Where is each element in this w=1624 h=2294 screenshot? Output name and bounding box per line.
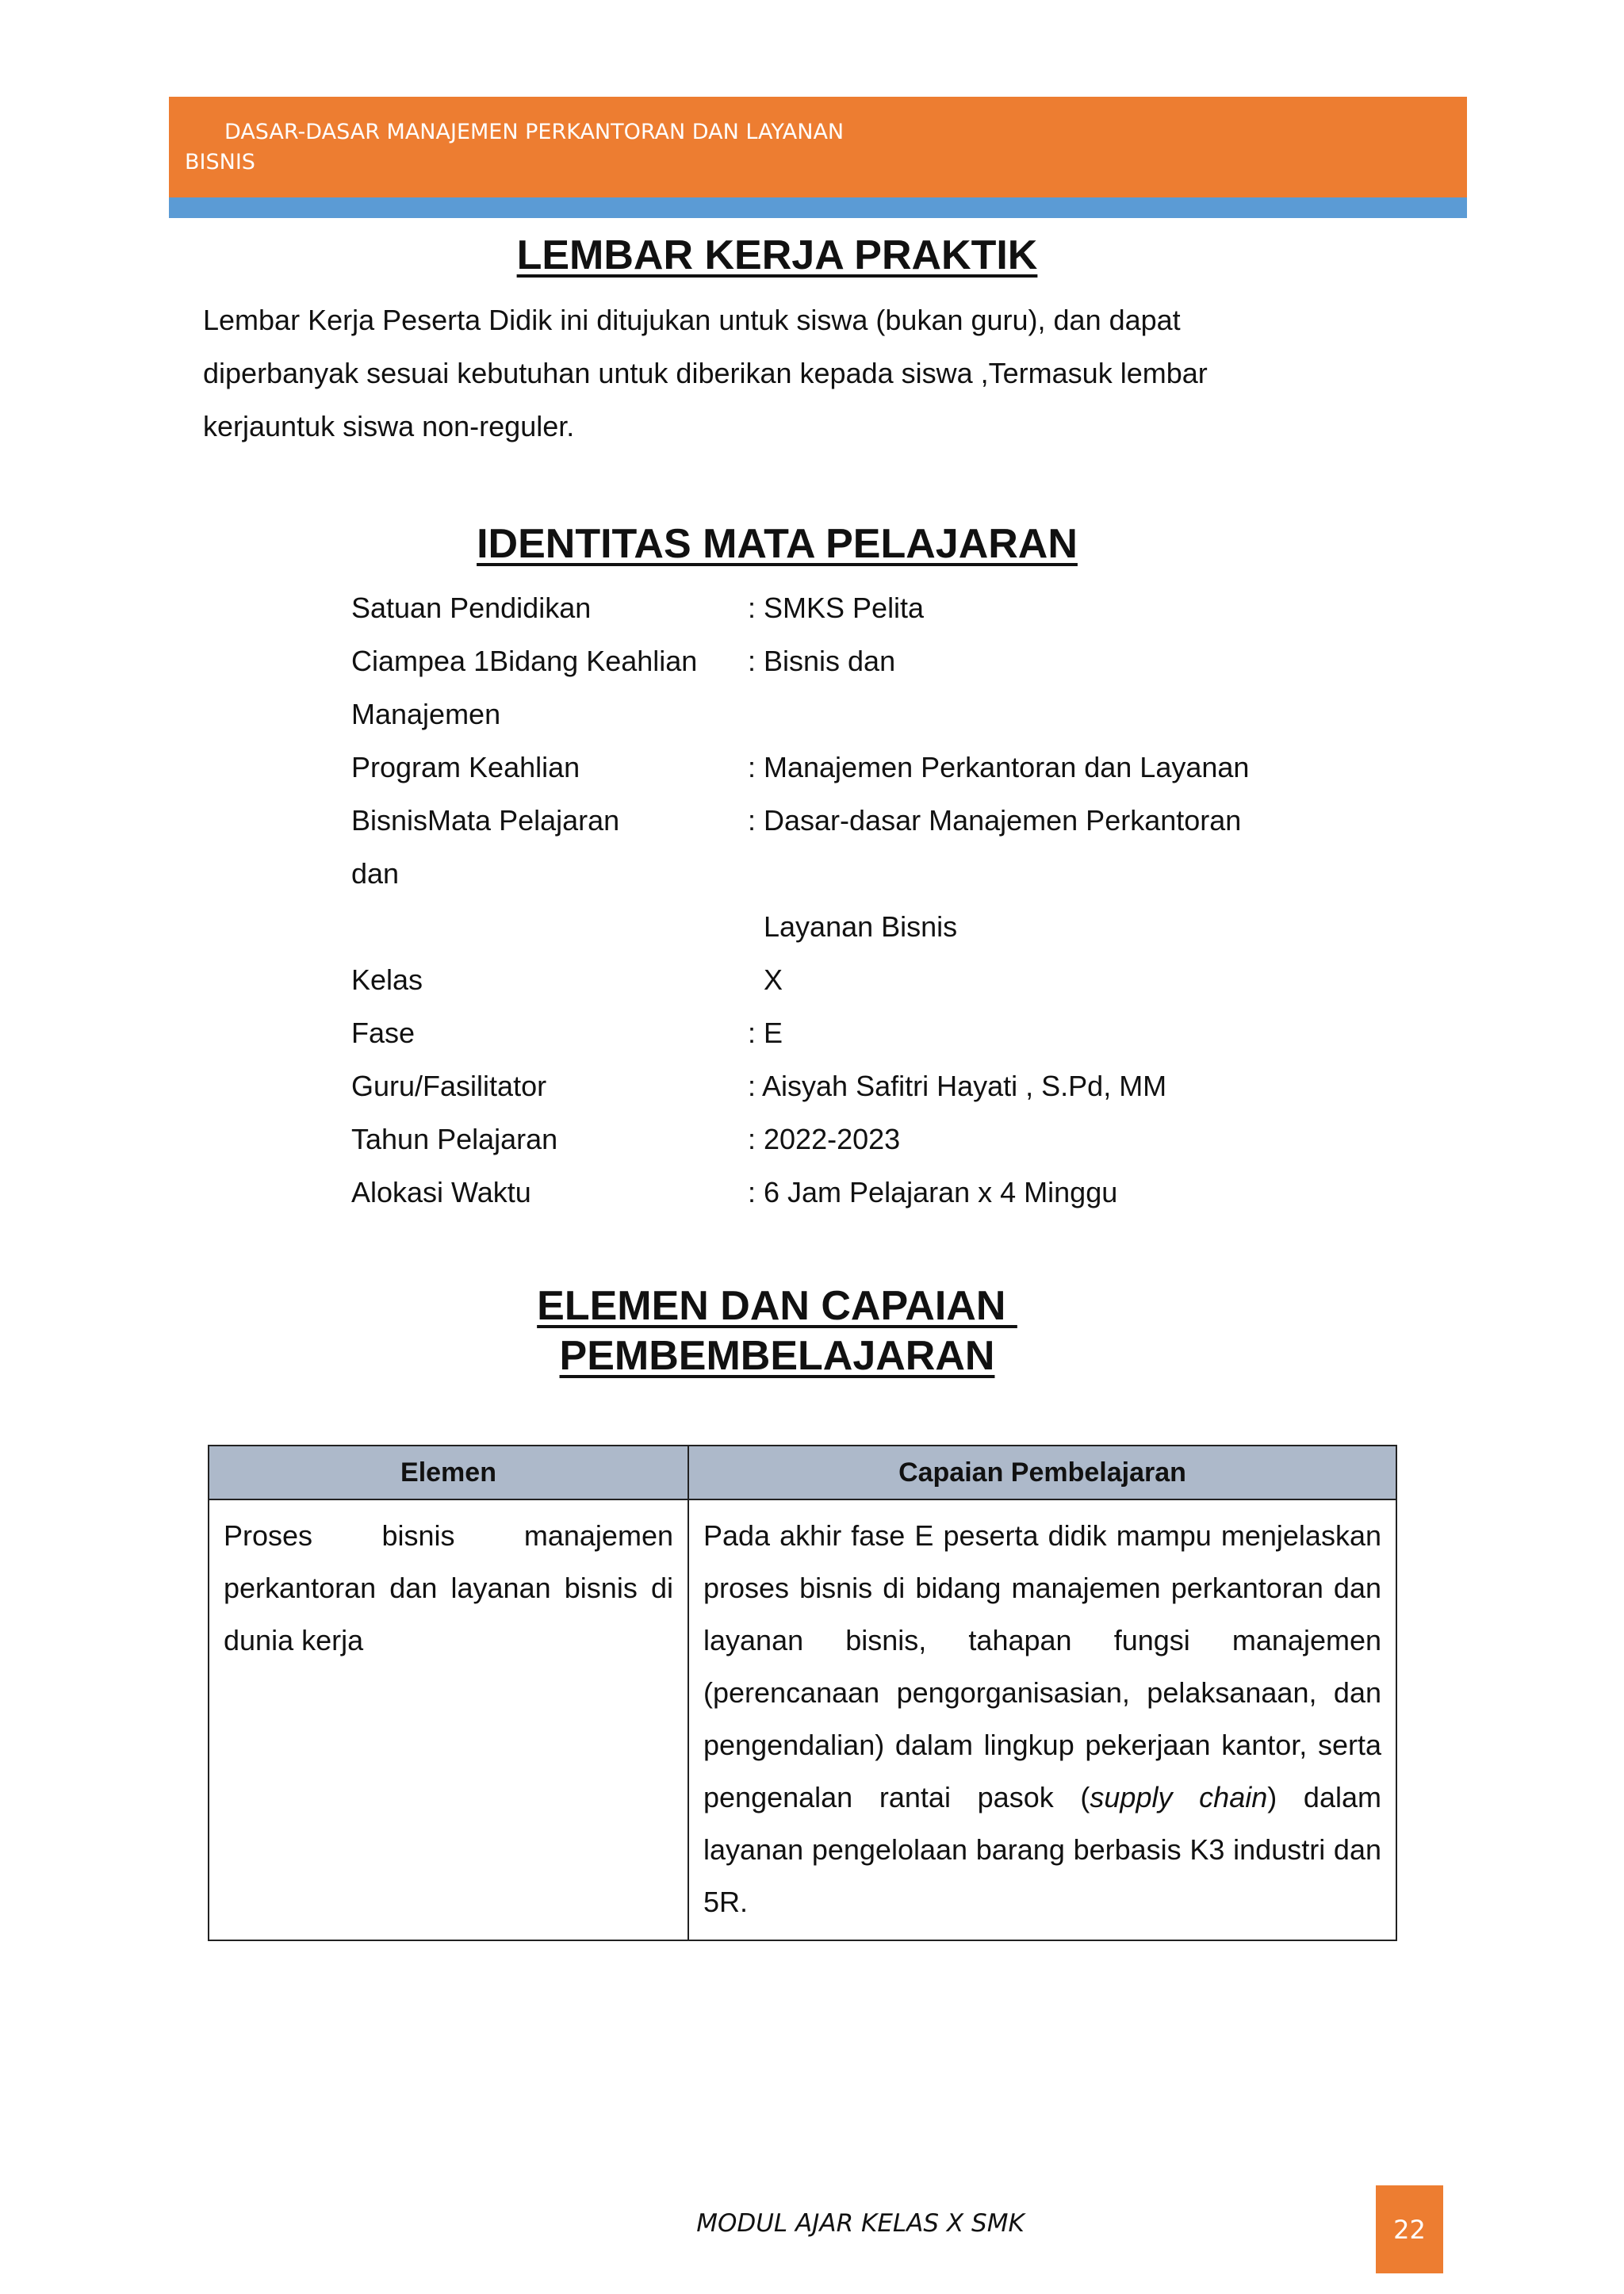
- identity-value: : Bisnis dan: [748, 645, 896, 677]
- identity-value: : 2022-2023: [748, 1123, 901, 1155]
- worksheet-intro: Lembar Kerja Peserta Didik ini ditujukan untuk siswa (bukan guru), dan dapat diperbanyak sesuai kebutuhan untuk diberikan kepada siswa ,Termasuk lembar kerjauntuk siswa non-reguler.: [203, 304, 1208, 442]
- identity-label: Guru/Fasilitator: [351, 1070, 547, 1102]
- capaian-text-end: ) dalam layanan pengelolaan barang berbasis K3 industri dan 5R.: [703, 1781, 1381, 1918]
- identity-label: Ciampea 1Bidang Keahlian: [351, 645, 698, 677]
- identity-value: : SMKS Pelita: [748, 592, 925, 624]
- identity-value: : Dasar-dasar Manajemen Perkantoran: [748, 804, 1242, 837]
- table-header-row: [209, 1446, 1396, 1499]
- identity-label: Tahun Pelajaran: [351, 1123, 558, 1155]
- identity-value: X: [748, 963, 783, 996]
- identity-value: Layanan Bisnis: [748, 910, 958, 943]
- identity-title: IDENTITAS MATA PELAJARAN: [477, 521, 1078, 567]
- elements-title-line1: ELEMEN DAN CAPAIAN: [537, 1283, 1017, 1329]
- identity-label: Kelas: [351, 963, 423, 996]
- identity-value: : E: [748, 1017, 783, 1049]
- identity-label: BisnisMata Pelajaran: [351, 804, 620, 837]
- elements-title-line2: PEMBEMBELAJARAN: [559, 1333, 995, 1379]
- header-stripe: [169, 197, 1467, 218]
- identity-label: Fase: [351, 1017, 416, 1049]
- identity-value: : 6 Jam Pelajaran x 4 Minggu: [748, 1176, 1118, 1208]
- footer-text: MODUL AJAR KELAS X SMK: [696, 2209, 1025, 2238]
- column-header-elemen: Elemen: [209, 1446, 688, 1499]
- identity-label: Alokasi Waktu: [351, 1176, 531, 1208]
- elemen-cell: Proses bisnis manajemen perkantoran dan layanan bisnis di dunia kerja: [209, 1499, 688, 1940]
- header-title-line2: BISNIS: [185, 150, 255, 174]
- identity-label: dan: [351, 857, 400, 890]
- identity-label: Satuan Pendidikan: [351, 592, 592, 624]
- table-row: [209, 1499, 1396, 1940]
- page-number: 22: [1376, 2185, 1443, 2273]
- capaian-cell: [688, 1499, 1396, 1940]
- identity-value: : Aisyah Safitri Hayati , S.Pd, MM: [748, 1070, 1167, 1102]
- capaian-italic-term: supply chain: [1090, 1781, 1268, 1813]
- worksheet-title: LEMBAR KERJA PRAKTIK: [516, 232, 1038, 278]
- header-title-line1: DASAR-DASAR MANAJEMEN PERKANTORAN DAN LAYANAN: [224, 120, 845, 144]
- identity-label: Program Keahlian: [351, 751, 580, 783]
- capaian-text: Pada akhir fase E peserta didik mampu menjelaskan proses bisnis di bidang manajemen perkantoran dan layanan bisnis, tahapan fungsi manajemen (perencanaan pengorganisasian, pelaksanaan, dan pengendalian) dalam lingkup pekerjaan kantor, serta pengenalan rantai pasok (: [703, 1519, 1381, 1813]
- identity-value: : Manajemen Perkantoran dan Layanan: [748, 751, 1250, 783]
- capaian-table: [208, 1445, 1397, 1941]
- identity-label: Manajemen: [351, 698, 501, 730]
- header-band: [169, 97, 1467, 197]
- column-header-capaian: Capaian Pembelajaran: [688, 1446, 1396, 1499]
